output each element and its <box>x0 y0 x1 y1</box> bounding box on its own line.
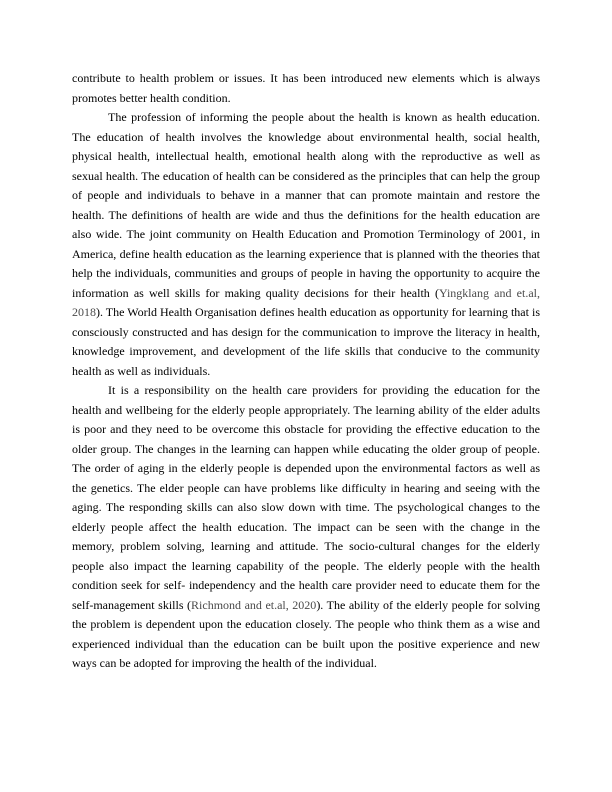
paragraph-text: ). The World Health Organisation defines health education as opportunity for learning that is consciously constructed and has design for the communication to improve the literacy in health, knowledge improvement, and development of the life skills that conducive to the community health as well as individuals. <box>72 305 540 378</box>
paragraph-text: ). The ability of the elderly people for solving the problem is dependent upon the education closely. The people who think them as a wise and experienced individual than the education can be built upon the positive experience and new ways can be adopted for improving the health of the individual. <box>72 597 540 670</box>
paragraph-elderly-education <box>72 381 540 674</box>
paragraph-text: contribute to health problem or issues. It has been introduced new elements which is always promotes better health condition. <box>72 71 540 105</box>
paragraph-continuation <box>72 69 540 108</box>
citation-yingklang: Yingklang and et.al, 2018 <box>72 285 540 319</box>
paragraph-health-education-definition <box>72 108 540 381</box>
paragraph-text: The profession of informing the people about the health is known as health education. The education of health involves the knowledge about environmental health, social health, physical health, intellectual health, emotional health along with the reproductive as well as sexual health. The education of health can be considered as the principles that can help the group of people and individuals to behave in a manner that can promote maintain and restore the health. The definitions of health are wide and thus the definitions for the health education are also wide. The joint community on Health Education and Promotion Terminology of 2001, in America, define health education as the learning experience that is planned with the theories that help the individuals, communities and groups of people in having the opportunity to acquire the information as well skills for making quality decisions for their health ( <box>72 110 540 300</box>
document-body <box>72 69 540 674</box>
paragraph-text: It is a responsibility on the health care providers for providing the education for the health and wellbeing for the elderly people appropriately. The learning ability of the elder adults is poor and they need to be overcome this obstacle for providing the effective education to the older group. The changes in the learning can happen while educating the older group of people. The order of aging in the elderly people is depended upon the environmental factors as well as the genetics. The elder people can have problems like difficulty in hearing and seeing with the aging. The responding skills can also slow down with time. The psychological changes to the elderly people affect the health education. The impact can be seen with the change in the memory, problem solving, learning and attitude. The socio-cultural changes for the elderly people also impact the learning capability of the people. The elderly people with the health condition seek for self- independency and the health care provider need to educate them for the self-management skills ( <box>72 383 540 612</box>
citation-richmond: Richmond and et.al, 2020 <box>191 597 317 612</box>
